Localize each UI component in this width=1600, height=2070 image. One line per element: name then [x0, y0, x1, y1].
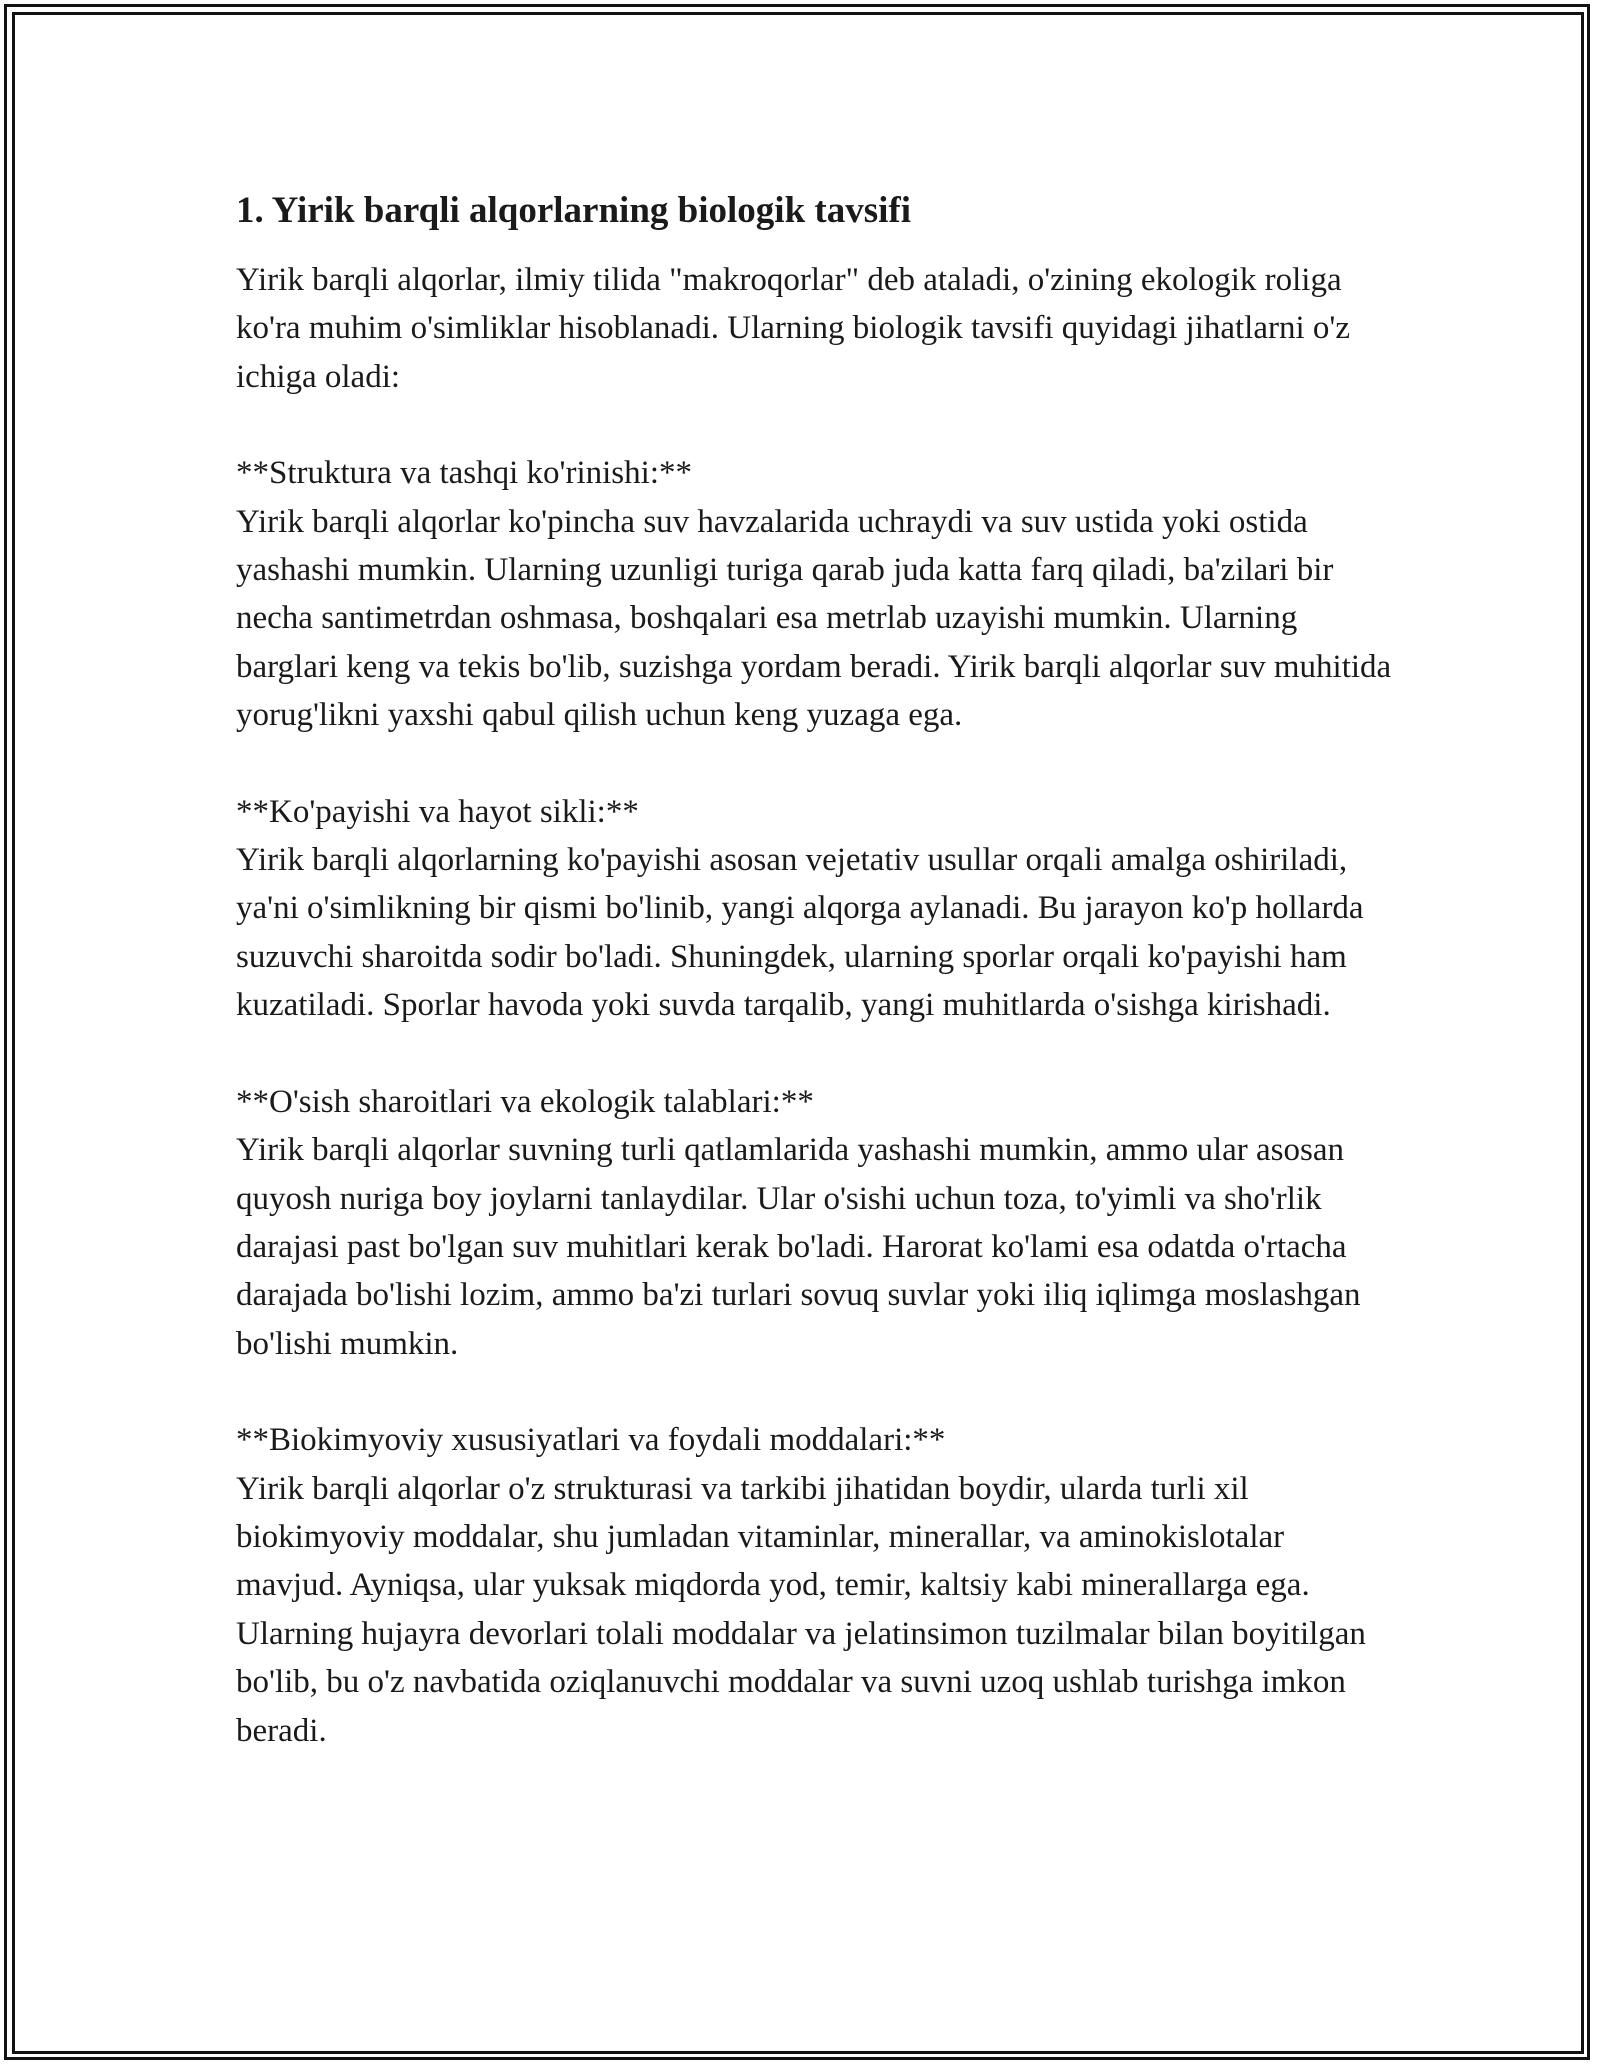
- section-body: Yirik barqli alqorlar suvning turli qatlamlarida yashashi mumkin, ammo ular asosan quyosh nuriga boy joylarni tanlaydilar. Ular o'sishi uchun toza, to'yimli va sho'rlik darajasi past bo'lgan suv muhitlari kerak bo'ladi. Harorat ko'lami esa odatda o'rtacha darajada bo'lishi lozim, ammo ba'zi turlari sovuq suvlar yoki iliq iqlimga moslashgan bo'lishi mumkin.: [236, 1132, 1361, 1362]
- intro-paragraph: Yirik barqli alqorlar, ilmiy tilida "makroqorlar" deb ataladi, o'zining ekologik roliga ko'ra muhim o'simliklar hisoblanadi. Ularning biologik tavsifi quyidagi jihatlarni o'z ichiga oladi:: [236, 262, 1350, 395]
- section-body: Yirik barqli alqorlar o'z strukturasi va tarkibi jihatidan boydir, ularda turli xil biokimyoviy moddalar, shu jumladan vitaminlar, minerallar, va aminokislotalar mavjud. Ayniqsa, ular yuksak miqdorda yod, temir, kaltsiy kabi minerallarga ega. Ularning hujayra devorlari tolali moddalar va jelatinsimon tuzilmalar bilan boyitilgan bo'lib, bu o'z navbatida oziqlanuvchi moddalar va suvni uzoq ushlab turishga imkon beradi.: [236, 1470, 1366, 1749]
- document-heading: 1. Yirik barqli alqorlarning biologik tavsifi: [236, 190, 912, 231]
- section-reproduction: [236, 788, 1396, 1030]
- document-body: [236, 186, 1396, 1755]
- section-title: **Ko'payishi va hayot sikli:**: [236, 793, 639, 830]
- section-title: **Struktura va tashqi ko'rinishi:**: [236, 455, 692, 492]
- section-title: **Biokimyoviy xususiyatlari va foydali moddalari:**: [236, 1422, 946, 1459]
- section-title: **O'sish sharoitlari va ekologik talablari:**: [236, 1083, 814, 1120]
- section-body: Yirik barqli alqorlarning ko'payishi asosan vejetativ usullar orqali amalga oshiriladi, ya'ni o'simlikning bir qismi bo'linib, yangi alqorga aylanadi. Bu jarayon ko'p hollarda suzuvchi sharoitda sodir bo'ladi. Shuningdek, ularning sporlar orqali ko'payishi ham kuzatiladi. Sporlar havoda yoki suvda tarqalib, yangi muhitlarda o'sishga kirishadi.: [236, 842, 1364, 1024]
- section-growth-conditions: [236, 1078, 1396, 1368]
- section-body: Yirik barqli alqorlar ko'pincha suv havzalarida uchraydi va suv ustida yoki ostida yashashi mumkin. Ularning uzunligi turiga qarab juda katta farq qiladi, ba'zilari bir necha santimetrdan oshmasa, boshqalari esa metrlab uzayishi mumkin. Ularning barglari keng va tekis bo'lib, suzishga yordam beradi. Yirik barqli alqorlar suv muhitida yorug'likni yaxshi qabul qilish uchun keng yuzaga ega.: [236, 503, 1392, 734]
- section-structure: [236, 449, 1396, 739]
- section-biochemistry: [236, 1416, 1396, 1755]
